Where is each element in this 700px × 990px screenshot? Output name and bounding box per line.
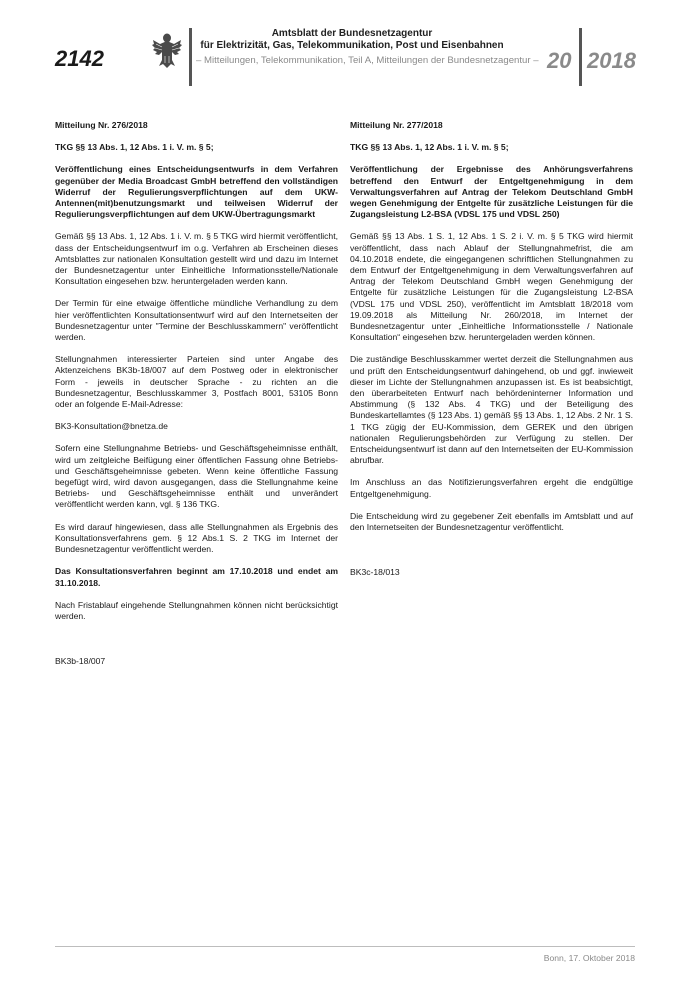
paragraph: Der Termin für eine etwaige öffentliche mündliche Verhandlung zu dem hier veröffentlichten Konsultationsentwurf wird auf den Internetseiten der Bundesnetzagentur unter "Termine der Beschlusskammern" veröffentlicht werden. — [55, 298, 338, 343]
paragraph: Es wird darauf hingewiesen, dass alle Stellungnahmen als Ergebnis des Konsultationsverfahrens gem. § 12 Abs.1 S. 2 TKG im Internet der Bundesnetzagentur veröffentlicht werden. — [55, 521, 338, 555]
issue-year: 2018 — [587, 48, 636, 73]
notice-title: Mitteilung Nr. 276/2018 — [55, 120, 148, 130]
issue-divider — [579, 28, 582, 86]
paragraph: Die Entscheidung wird zu gegebener Zeit ebenfalls im Amtsblatt und auf den Internetseiten der Bundesnetzagentur veröffentlicht. — [350, 510, 633, 533]
notice-subject: Veröffentlichung eines Entscheidungsentwurfs in dem Verfahren gegenüber der Media Broadcast GmbH betreffend den vollständigen Widerruf der Regulierungsverpflichtungen auf dem UKW-Antennen(mit)benutzungsmarkt und teilweisen Widerruf der Regulierungsverpflichtungen auf dem UKW-Übertragungsmarkt — [55, 164, 338, 220]
paragraph: Stellungnahmen interessierter Parteien sind unter Angabe des Aktenzeichens BK3b-18/007 auf dem Postweg oder in elektronischer Form - jeweils in deutscher Sprache - zu richten an die Bundesnetzagentur, Beschlusskammer 3, Postfach 8001, 53105 Bonn oder an folgende E-Mail-Adresse: — [55, 354, 338, 410]
consultation-period: Das Konsultationsverfahren beginnt am 17.10.2018 und endet am 31.10.2018. — [55, 566, 338, 588]
case-reference: BK3c-18/013 — [350, 567, 400, 578]
publication-title — [200, 28, 504, 52]
paragraph: Gemäß §§ 13 Abs. 1 S. 1, 12 Abs. 1 S. 2 i. V. m. § 5 TKG wird hiermit veröffentlicht, dass nach Ablauf der Stellungnahmefrist, die am 04.10.2018 endete, die eingegangenen schriftlichen Stellungnahmen zu dem Entwurf der Entgeltgenehmigung in dem Verwaltungsverfahren auf Antrag der Telekom Deutschland GmbH wegen Genehmigung der Entgelte für zusätzliche Leistungen für die Zugangsleistung L2-BSA (VDSL 175 und VDSL 250), veröffentlicht im Amtsblatt 18/2018 vom 19.09.2018 als Mitteilung Nr. 260/2018, im Internet der Bundesnetzagentur unter „Einheitliche Informationsstelle / Nationale Konsultation“ eingesehen bzw. heruntergeladen werden können. — [350, 231, 633, 343]
footer-date: Bonn, 17. Oktober 2018 — [543, 953, 635, 963]
notice-title: Mitteilung Nr. 277/2018 — [350, 120, 443, 130]
notice-276 — [55, 120, 338, 678]
paragraph: Die zuständige Beschlusskammer wertet derzeit die Stellungnahmen aus und prüft den Entscheidungsentwurf dahingehend, ob und ggf. inwieweit dieser im Lichte der Stellungnahmen anzupassen ist. Es ist beabsichtigt, den überarbeiteten Entwurf nach behördeninterner Information und Abstimmung (§ 132 Abs. 4 TKG) und der Beteiligung des Bundeskartellamtes (§ 123 Abs. 1) gemäß §§ 13 Abs. 1, 12 Abs. 2 Nr. 1 S. 1 TKG zügig der EU-Kommission, dem GEREK und den übrigen nationalen Regulierungsbehörden zur Verfügung zu stellen. Der Entscheidungsentwurf ist dann auf den Internetseiten der EU-Kommission abrufbar. — [350, 354, 633, 466]
legal-basis: TKG §§ 13 Abs. 1, 12 Abs. 1 i. V. m. § 5; — [55, 142, 214, 153]
notice-277 — [350, 120, 633, 590]
header-divider — [189, 28, 192, 86]
email-address: BK3-Konsultation@bnetza.de — [55, 421, 168, 432]
publication-title-line2: für Elektrizität, Gas, Telekommunikation, Post und Eisenbahnen — [200, 40, 504, 51]
page-number: 2142 — [55, 46, 104, 71]
paragraph: Sofern eine Stellungnahme Betriebs- und Geschäftsgeheimnisse enthält, wird um zeitgleiche Beifügung einer öffentlichen Fassung ohne Betriebs- und Geschäftsgeheimnisse gebeten. Wenn keine öffentliche Fassung begefügt wird, wird davon ausgegangen, dass die Stellungnahme keine Betriebs- und Geschäftsgeheimnisse enthält und unverändert veröffentlicht werden kann, vgl. § 136 TKG. — [55, 443, 338, 510]
case-reference: BK3b-18/007 — [55, 656, 106, 667]
publication-subtitle: – Mitteilungen, Telekommunikation, Teil A, Mitteilungen der Bundesnetzagentur – — [196, 55, 539, 66]
legal-basis: TKG §§ 13 Abs. 1, 12 Abs. 1 i. V. m. § 5; — [350, 142, 509, 153]
publication-title-line1: Amtsblatt der Bundesnetzagentur — [271, 28, 433, 39]
paragraph: Nach Fristablauf eingehende Stellungnahmen können nicht berücksichtigt werden. — [55, 599, 338, 621]
page-header — [0, 0, 700, 100]
paragraph: Im Anschluss an das Notifizierungsverfahren ergeht die endgültige Entgeltgenehmigung. — [350, 477, 633, 499]
paragraph: Gemäß §§ 13 Abs. 1, 12 Abs. 1 i. V. m. § 5 TKG wird hiermit veröffentlicht, dass der Entscheidungsentwurf im o.g. Verfahren ab Erscheinen dieses Amtsblattes zur nationalen Konsultation gestellt wird und dazu im Internet der Bundesnetzagentur unter Einheitliche Informationsstelle/Nationale Konsultation eingesehen bzw. heruntergeladen werden kann. — [55, 231, 338, 287]
notice-subject: Veröffentlichung der Ergebnisse des Anhörungsverfahrens betreffend den Entwurf der Entgeltgenehmigung in dem Verwaltungsverfahren auf Antrag der Telekom Deutschland GmbH wegen Genehmigung der Entgelte für zusätzliche Leistungen für die Zugangsleistung L2-BSA (VDSL 175 und VDSL 250) — [350, 164, 633, 220]
footer-divider — [55, 946, 635, 947]
federal-eagle-icon — [150, 30, 184, 70]
issue-number: 20 — [547, 48, 572, 73]
